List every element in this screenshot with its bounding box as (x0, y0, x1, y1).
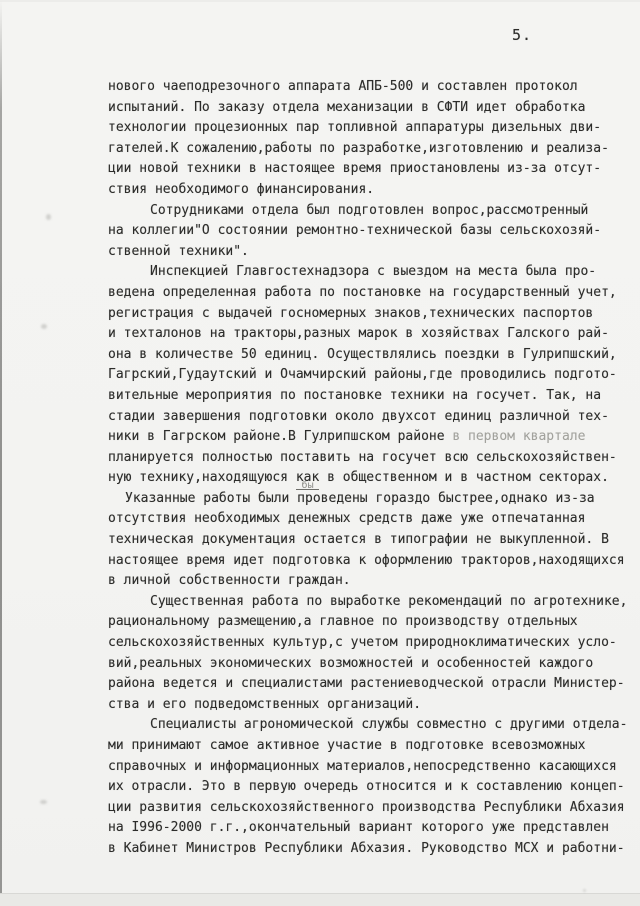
text-line (108, 221, 628, 242)
text-line (108, 654, 628, 675)
scan-edge-left (0, 0, 2, 905)
text-line (108, 633, 628, 654)
scan-speck (40, 800, 47, 804)
text-segment: их отрасли. Это в первую очередь относится и к составлению концеп- (108, 779, 625, 795)
faded-text: в первом квартале (452, 429, 586, 445)
text-line (108, 242, 628, 263)
document-body (108, 77, 628, 860)
insertion-correction: как бы (296, 468, 319, 490)
text-segment: техническая документация остается в типографии не выкупленной. В (108, 532, 609, 548)
text-line (108, 592, 628, 613)
text-line (108, 201, 628, 222)
text-line (108, 304, 628, 325)
text-line (108, 345, 628, 366)
text-segment: сельскохозяйственных культур,с учетом природноклиматических усло- (108, 635, 617, 651)
text-line (108, 118, 628, 139)
text-segment: ции новой техники в настоящее время приостановлены из-за отсут- (108, 161, 602, 177)
text-line (108, 674, 628, 695)
text-line (108, 159, 628, 180)
text-segment: ми принимают самое активное участие в подготовке всевозможных (108, 738, 586, 753)
scan-speck (583, 889, 586, 892)
text-segment: нового чаеподрезочного аппарата АПБ-500 и составлен протокол (108, 79, 578, 94)
scan-edge-bottom (0, 893, 640, 906)
text-line (108, 715, 628, 736)
text-line (108, 798, 628, 819)
text-segment: испытаний. По заказу отдела механизации в СФТИ идет обработка (108, 99, 586, 115)
text-segment: Инспекцией Главгостехнадзора с выездом на места была про- (150, 264, 597, 280)
text-line (108, 468, 628, 489)
text-segment: Указанные работы были проведены гораздо быстрее,однако из-за (125, 490, 595, 506)
text-segment: ведена определенная работа по постановке на государственный учет, (108, 284, 617, 300)
text-line (108, 839, 628, 860)
text-segment: ники в Гагрском районе.В Гулрипшском районе (108, 429, 453, 445)
text-line (108, 509, 628, 530)
text-segment: в общественном и в частном секторах. (319, 470, 609, 486)
text-segment: справочных и информационных материалов,непосредственно касающихся (108, 758, 617, 774)
text-segment: и техталонов на тракторы,разных марок в хозяйствах Галского рай- (108, 326, 609, 342)
text-line (108, 283, 628, 304)
text-line (108, 551, 628, 572)
text-segment: в Кабинет Министров Республики Абхазия. Руководство МСХ и работни- (108, 840, 625, 856)
text-line (108, 448, 628, 469)
text-line (108, 98, 628, 119)
text-line (108, 324, 628, 345)
text-segment: вий,реальных экономических возможностей и особенностей каждого (108, 655, 594, 671)
text-line (108, 427, 628, 448)
text-segment: на коллегии"О состоянии ремонтно-технической базы сельскохозяй- (108, 223, 602, 239)
text-segment: ную технику,находящуюся (108, 470, 296, 486)
text-segment: ственной техники". (108, 243, 249, 259)
text-line (108, 386, 628, 407)
text-segment: стадии завершения подготовки около двухсот единиц различной тех- (108, 408, 609, 424)
text-line (108, 571, 628, 592)
text-line (108, 818, 628, 839)
text-line (108, 612, 628, 633)
text-segment: вительные мероприятия по постановке техники на госучет. Так, на (108, 387, 602, 403)
text-segment: ствия необходимого финансирования. (108, 181, 375, 197)
text-segment: Гагрский,Гудаутский и Очамчирский районы,где проводились подгото- (108, 367, 617, 383)
text-line (108, 407, 628, 428)
text-line (108, 77, 628, 98)
text-segment: Существенная работа по выработке рекомендаций по агротехнике, (150, 593, 628, 609)
text-segment: в личной собственности граждан. (108, 573, 351, 589)
text-line (108, 695, 628, 716)
scan-speck (46, 214, 51, 220)
text-line (108, 757, 628, 778)
text-line (108, 530, 628, 551)
scan-edge-top (0, 0, 640, 2)
text-segment: она в количестве 50 единиц. Осуществлялись поездки в Гулрипшский, (108, 346, 617, 362)
text-segment: района ведется и специалистами растениеводческой отрасли Министер- (108, 676, 625, 692)
text-line (108, 777, 628, 798)
text-segment: ции развития сельскохозяйственного производства Республики Абхазия (108, 799, 625, 815)
text-line (108, 262, 628, 283)
text-segment: Специалисты агрономической службы совместно с другими отдела- (150, 717, 628, 733)
text-segment: на I996-2000 г.г.,окончательный вариант которого уже представлен (108, 820, 609, 836)
text-segment: ства и его подведомственных организаций. (108, 696, 422, 712)
text-line (108, 489, 628, 510)
text-segment: Сотрудниками отдела был подготовлен вопрос,рассмотренный (150, 202, 589, 218)
text-segment: настоящее время идет подготовка к оформлению тракторов,находящихся (108, 552, 625, 568)
text-line (108, 365, 628, 386)
page-number: 5. (512, 26, 533, 44)
text-segment: рациональному размещению,а главное по производству отдельных (108, 614, 578, 630)
text-line (108, 736, 628, 757)
text-segment: отсутствия необходимых денежных средств даже уже отпечатанная (108, 511, 586, 527)
text-line (108, 139, 628, 160)
scan-speck (41, 324, 47, 329)
text-segment: гателей.К сожалению,работы по разработке,изготовлению и реализа- (108, 140, 609, 156)
text-line (108, 180, 628, 201)
text-segment: регистрация с выдачей госномерных знаков,технических паспортов (108, 305, 594, 321)
text-segment: планируется полностью поставить на госучет всю сельскохозяйствен- (108, 449, 617, 465)
text-segment: технологии процезионных пар топливной аппаратуры дизельных дви- (108, 120, 602, 136)
